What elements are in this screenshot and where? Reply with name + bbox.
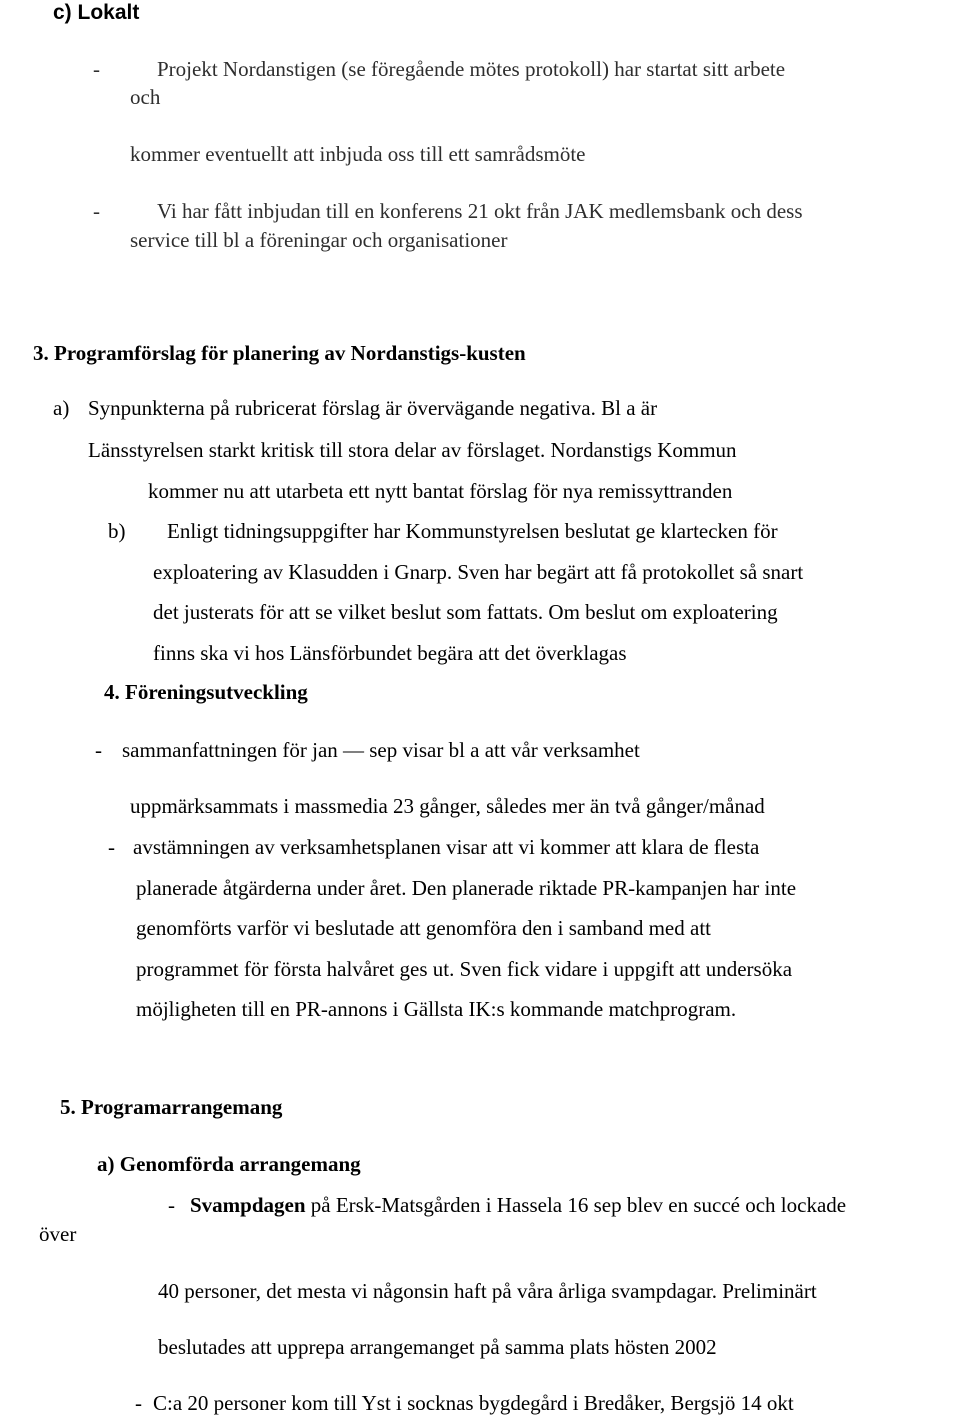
section-3-a-line3: kommer nu att utarbeta ett nytt bantat förslag för nya remissyttranden [148, 479, 733, 503]
section-3-b-line3: det justerats för att se vilket beslut som fattats. Om beslut om exploatering [153, 600, 778, 624]
section-3-a-line2: Länsstyrelsen starkt kritisk till stora delar av förslaget. Nordanstigs Kommun [88, 438, 737, 462]
list-dash: - [108, 835, 115, 859]
section-4-item2-line1: avstämningen av verksamhetsplanen visar att vi kommer att klara de flesta [133, 835, 760, 859]
list-dash: - [93, 199, 100, 223]
section-3-b-line1: Enligt tidningsuppgifter har Kommunstyrelsen beslutat ge klartecken för [167, 519, 778, 543]
section-4-item2-line3: genomförts varför vi beslutade att genomföra den i samband med att [136, 916, 711, 940]
section-5-item1-wrap: över [39, 1222, 77, 1246]
section-3-a-label: a) [53, 396, 70, 420]
section-4-item1-line2: uppmärksammats i massmedia 23 gånger, således mer än två gånger/månad [130, 794, 765, 818]
section-c-item1-line1: Projekt Nordanstigen (se föregående mötes protokoll) har startat sitt arbete [157, 57, 786, 81]
list-dash: - [135, 1391, 142, 1415]
section-4-item2-line2: planerade åtgärderna under året. Den planerade riktade PR-kampanjen har inte [136, 876, 797, 900]
section-3-b-line4: finns ska vi hos Länsförbundet begära att det överklagas [153, 641, 627, 665]
section-4-item2-line4: programmet för första halvåret ges ut. Sven fick vidare i uppgift att undersöka [136, 957, 793, 981]
section-3-heading: 3. Programförslag för planering av Nordanstigs-kusten [33, 341, 526, 365]
section-5-item1-line3: beslutades att upprepa arrangemanget på samma plats hösten 2002 [158, 1335, 717, 1359]
section-c-item2-line2: service till bl a föreningar och organisationer [130, 228, 508, 252]
section-3-b-line2: exploatering av Klasudden i Gnarp. Sven har begärt att få protokollet så snart [153, 560, 804, 584]
list-dash: - [93, 57, 100, 81]
section-3-a-line1: Synpunkterna på rubricerat förslag är övervägande negativa. Bl a är [88, 396, 658, 420]
section-c-item1-line2: och [130, 85, 161, 109]
section-c-heading: c) Lokalt [53, 1, 140, 24]
section-5-item2-line1: C:a 20 personer kom till Yst i socknas bygdegård i Bredåker, Bergsjö 14 okt [153, 1391, 794, 1415]
section-c-item1-line3: kommer eventuellt att inbjuda oss till ett samrådsmöte [130, 142, 586, 166]
svampdagen-bold: Svampdagen [190, 1193, 306, 1217]
section-4-item2-line5: möjligheten till en PR-annons i Gällsta IK:s kommande matchprogram. [136, 997, 737, 1021]
section-4-item1-line1: sammanfattningen för jan — sep visar bl a att vår verksamhet [122, 738, 640, 762]
section-5-item1-line1 [190, 1195, 846, 1216]
section-5-subheading-a: a) Genomförda arrangemang [97, 1152, 361, 1176]
list-dash: - [95, 738, 102, 762]
section-4-heading: 4. Föreningsutveckling [104, 680, 308, 704]
list-dash: - [168, 1193, 175, 1217]
section-c-item2-line1: Vi har fått inbjudan till en konferens 21 okt från JAK medlemsbank och dess [157, 199, 803, 223]
section-5-item1-rest: på Ersk-Matsgården i Hassela 16 sep blev en succé och lockade [305, 1193, 847, 1217]
section-5-item1-line2: 40 personer, det mesta vi någonsin haft på våra årliga svampdagar. Preliminärt [158, 1279, 817, 1303]
section-5-heading: 5. Programarrangemang [60, 1095, 283, 1119]
section-3-b-label: b) [108, 519, 126, 543]
